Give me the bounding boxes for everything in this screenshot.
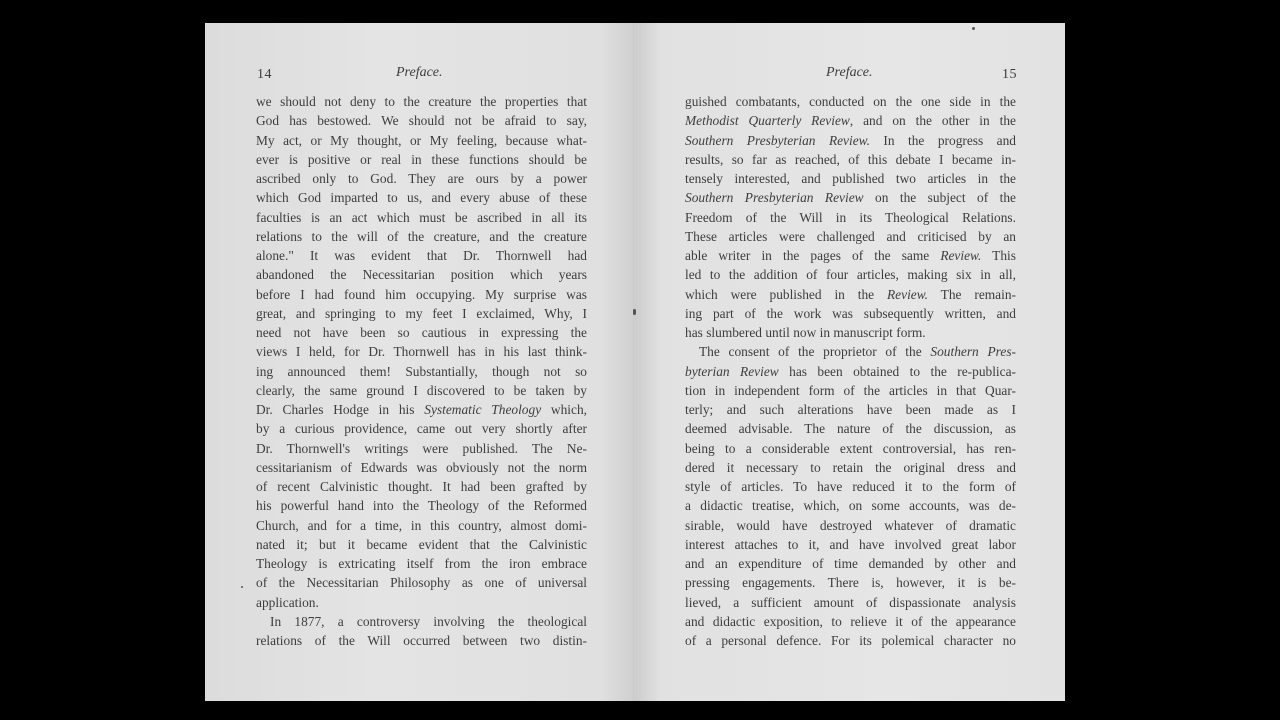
book-spread	[205, 23, 1065, 701]
text-line	[256, 208, 587, 227]
text-run: views I held, for Dr. Thornwell has in his last think-	[256, 344, 587, 360]
text-line	[256, 188, 587, 207]
text-run: application.	[256, 594, 319, 610]
text-line	[256, 131, 587, 150]
text-run: which,	[541, 402, 587, 417]
text-line	[685, 323, 1016, 342]
text-line	[685, 169, 1016, 188]
text-line	[685, 92, 1016, 111]
text-line	[256, 631, 587, 650]
right-page	[635, 23, 1065, 701]
text-run: clearly, the same ground I discovered to be taken by	[256, 382, 587, 398]
text-line	[685, 150, 1016, 169]
text-run: The remain-	[928, 286, 1016, 302]
text-run: , and on the other in the	[849, 113, 1016, 129]
italic-title: Systematic Theology	[424, 402, 542, 417]
text-run: on the subject of the	[863, 190, 1016, 206]
text-run: The consent of the proprietor of the	[699, 344, 931, 360]
text-line	[685, 285, 1016, 304]
text-run: My act, or My thought, or My feeling, because what-	[256, 132, 587, 148]
italic-title: byterian Review	[685, 363, 779, 379]
text-line	[256, 169, 587, 188]
text-run: pressing engagements. There is, however, it is be-	[685, 575, 1016, 591]
text-line	[256, 150, 587, 169]
text-line	[256, 227, 587, 246]
left-page-text	[256, 92, 587, 650]
text-line	[685, 246, 1016, 265]
text-run: by a curious providence, came out very shortly after	[256, 421, 587, 437]
left-page-header	[205, 65, 635, 85]
text-line	[256, 516, 587, 535]
text-run: ascribed only to God. They are ours by a power	[256, 171, 587, 186]
text-line	[685, 496, 1016, 515]
italic-title: Southern Presbyterian Review.	[685, 132, 870, 148]
text-line	[685, 516, 1016, 535]
text-run: cessitarianism of Edwards was obviously not the norm	[256, 459, 587, 475]
text-run: Theology is extricating itself from the iron embrace	[256, 556, 587, 571]
text-run: lieved, a sufficient amount of dispassionate analysis	[685, 594, 1016, 610]
text-run: able writer in the pages of the same	[685, 248, 941, 263]
text-run: deemed advisable. The nature of the discussion, as	[685, 421, 1016, 437]
text-line	[256, 573, 587, 592]
text-line	[685, 419, 1016, 438]
text-run: faculties is an act which must be ascribed in all its	[256, 209, 587, 225]
text-line	[256, 323, 587, 342]
text-line	[685, 612, 1016, 631]
text-run: relations of the Will occurred between two distin-	[256, 633, 587, 648]
text-run: interest attaches to it, and have involved great labor	[685, 536, 1016, 552]
text-run: a didactic treatise, which, on some accounts, was de-	[685, 498, 1016, 514]
text-line	[256, 496, 587, 515]
left-page-number: 14	[257, 67, 272, 82]
text-line	[685, 631, 1016, 650]
text-run: abandoned the Necessitarian position which years	[256, 267, 587, 283]
text-line	[256, 381, 587, 400]
text-line	[685, 458, 1016, 477]
text-run: ing announced them! Substantially, though not so	[256, 363, 587, 379]
text-line	[685, 362, 1016, 381]
text-line	[685, 111, 1016, 130]
text-line	[685, 131, 1016, 150]
text-run: alone." It was evident that Dr. Thornwell had	[256, 248, 587, 263]
text-line	[685, 342, 1016, 361]
text-line	[685, 381, 1016, 400]
right-page-text	[685, 92, 1016, 650]
text-line	[256, 285, 587, 304]
left-running-head: Preface.	[396, 65, 443, 80]
text-line	[685, 400, 1016, 419]
text-run: Freedom of the Will in its Theological Relations.	[685, 209, 1016, 225]
text-run: we should not deny to the creature the properties that	[256, 94, 587, 109]
text-run: ever is positive or real in these functions should be	[256, 151, 587, 167]
right-page-header	[635, 65, 1065, 85]
text-run: which God imparted to us, and every abuse of these	[256, 190, 587, 206]
text-run: and didactic exposition, to relieve it of the appearance	[685, 613, 1016, 629]
text-line	[256, 111, 587, 130]
text-line	[256, 419, 587, 438]
text-run: and an expenditure of time demanded by other and	[685, 556, 1016, 571]
text-line	[256, 92, 587, 111]
text-line	[685, 573, 1016, 592]
text-line	[256, 439, 587, 458]
text-line	[685, 188, 1016, 207]
text-line	[685, 208, 1016, 227]
text-run: nated it; but it became evident that the Calvinistic	[256, 536, 587, 552]
paper-speck	[241, 586, 243, 588]
text-run: Dr. Charles Hodge in his	[256, 402, 425, 417]
text-run: terly; and such alterations have been made as I	[685, 402, 1016, 417]
text-run: has slumbered until now in manuscript form.	[685, 325, 926, 340]
text-line	[256, 612, 587, 631]
left-page	[205, 23, 635, 701]
text-run: This	[981, 248, 1016, 263]
text-run: great, and springing to my feet I exclaimed, Why, I	[256, 305, 587, 321]
text-line	[256, 304, 587, 323]
text-line	[256, 265, 587, 284]
text-line	[685, 554, 1016, 573]
text-run: of the Necessitarian Philosophy as one of universal	[256, 575, 587, 591]
text-run: of recent Calvinistic thought. It had been grafted by	[256, 479, 587, 494]
text-run: dered it necessary to retain the original dress and	[685, 459, 1016, 475]
text-line	[685, 593, 1016, 612]
text-run: his powerful hand into the Theology of the Reformed	[256, 498, 587, 514]
text-line	[685, 477, 1016, 496]
text-line	[256, 593, 587, 612]
text-line	[256, 400, 587, 419]
text-run: guished combatants, conducted on the one side in the	[685, 94, 1016, 109]
text-run: led to the addition of four articles, making six in all,	[685, 267, 1016, 283]
text-line	[256, 362, 587, 381]
text-line	[685, 265, 1016, 284]
text-run: need not have been so cautious in expressing the	[256, 325, 587, 340]
text-run: Church, and for a time, in this country, almost domi-	[256, 517, 587, 533]
text-line	[685, 535, 1016, 554]
text-run: which were published in the	[685, 286, 887, 302]
italic-title: Southern Presbyterian Review	[685, 190, 864, 206]
text-run: These articles were challenged and criticised by an	[685, 228, 1016, 244]
text-run: results, so far as reached, of this debate I became in-	[685, 151, 1016, 167]
italic-title: Review.	[887, 286, 929, 302]
text-line	[256, 535, 587, 554]
text-run: God has bestowed. We should not be afraid to say,	[256, 113, 587, 129]
text-run: being to a considerable extent controversial, has ren-	[685, 440, 1016, 456]
text-run: sirable, would have destroyed whatever of dramatic	[685, 517, 1016, 533]
paper-speck	[972, 27, 975, 30]
italic-title: Southern Pres-	[930, 344, 1016, 360]
text-run: before I had found him occupying. My surprise was	[256, 286, 587, 302]
right-running-head: Preface.	[826, 65, 873, 80]
text-run: of a personal defence. For its polemical character no	[685, 633, 1016, 648]
text-line	[685, 227, 1016, 246]
text-line	[256, 458, 587, 477]
text-run: tensely interested, and published two articles in the	[685, 171, 1016, 186]
text-run: style of articles. To have reduced it to the form of	[685, 479, 1016, 494]
right-page-number: 15	[1002, 67, 1017, 82]
text-run: relations to the will of the creature, and the creature	[256, 228, 587, 244]
text-line	[256, 342, 587, 361]
text-run: tion in independent form of the articles in that Quar-	[685, 382, 1016, 398]
text-run: ing part of the work was subsequently written, and	[685, 305, 1016, 321]
italic-title: Review.	[940, 248, 982, 263]
text-line	[256, 246, 587, 265]
text-line	[256, 554, 587, 573]
text-line	[685, 304, 1016, 323]
text-line	[685, 439, 1016, 458]
paper-speck	[633, 309, 636, 315]
text-line	[256, 477, 587, 496]
text-run: has been obtained to the re-publica-	[778, 363, 1016, 379]
italic-title: Methodist Quarterly Review	[685, 113, 850, 129]
text-run: In 1877, a controversy involving the theological	[270, 613, 587, 629]
text-run: Dr. Thornwell's writings were published. The Ne-	[256, 440, 587, 456]
text-run: In the progress and	[869, 132, 1016, 148]
